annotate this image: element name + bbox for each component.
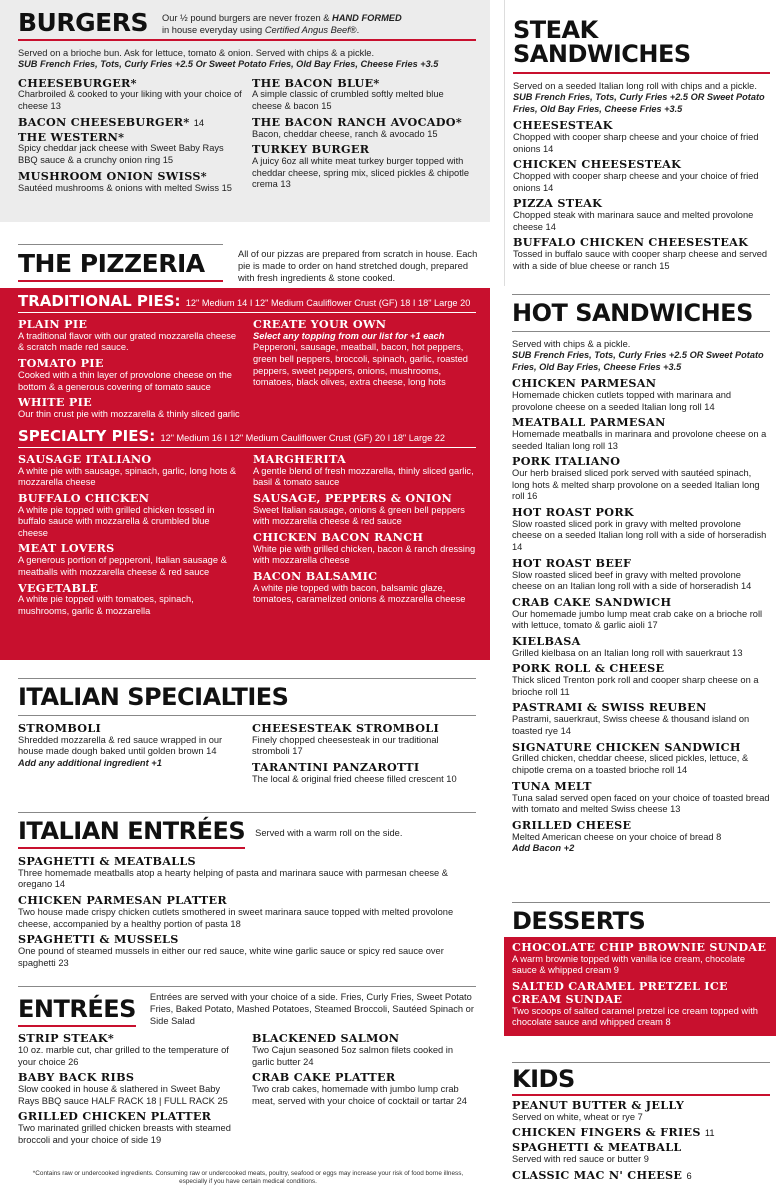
item-desc: Finely chopped cheesesteak in our traditional stromboli 17 — [252, 734, 439, 757]
item-name-text: SPAGHETTI & MEATBALL — [512, 1140, 682, 1155]
divider — [18, 312, 476, 313]
item-name-text: CRAB CAKE SANDWICH — [512, 594, 672, 609]
steak-items — [513, 119, 770, 272]
menu-item — [18, 933, 476, 969]
pizzeria-title: THE PIZZERIA — [18, 244, 223, 282]
item-desc: Spicy cheddar jack cheese with Sweet Baby Rays BBQ sauce & a crunchy onion ring 15 — [18, 143, 224, 166]
item-name-text: TOMATO PIE — [18, 356, 104, 371]
item-name — [252, 143, 476, 156]
item-name-text: CHICKEN PARMESAN PLATTER — [18, 893, 227, 908]
item-name — [513, 119, 770, 132]
menu-item — [18, 131, 242, 167]
menu-item — [512, 741, 770, 777]
item-desc: Slow roasted sliced pork in gravy with melted provolone cheese on a seeded Italian long roll with a side of horseradish 14 — [512, 518, 767, 553]
create-note: Select any topping from our list for +1 each — [253, 330, 445, 341]
item-name — [18, 453, 241, 466]
item-name-text: GRILLED CHEESE — [512, 817, 632, 832]
entrees-section — [0, 980, 490, 1150]
menu-item — [253, 492, 476, 528]
item-desc: A white pie topped with bacon, balsamic glaze, tomatoes, caramelized onions & mozzarella cheese — [253, 582, 466, 605]
menu-item — [252, 722, 476, 758]
italian-entrees-items — [18, 855, 476, 969]
item-desc: A juicy 6oz all white meat turkey burger topped with cheddar cheese, spring mix, sliced pickles & chipotle crema 13 — [252, 156, 470, 190]
item-name-text: BUFFALO CHICKEN CHEESESTEAK — [513, 235, 749, 250]
item-desc: Homemade meatballs in marinara and provolone cheese on a seeded Italian long roll 13 — [512, 429, 767, 451]
footnote: *Contains raw or undercooked ingredients. Consuming raw or undercooked meats, poultry, seafood or eggs may increase your risk of food borne illness, especially if you have certain medical conditions. — [32, 1170, 464, 1185]
item-name-text: THE BACON RANCH AVOCADO* — [252, 114, 462, 129]
item-name — [252, 1032, 476, 1045]
item-desc: Grilled chicken, cheddar cheese, sliced pickles, lettuce, & chipotle crema on a toasted brioche roll 14 — [512, 753, 749, 776]
item-desc: Thick sliced Trenton pork roll and cooper sharp cheese on a brioche roll 11 — [512, 675, 759, 697]
menu-item — [18, 1032, 242, 1068]
item-name-text: CLASSIC MAC N' CHEESE — [512, 1167, 683, 1182]
burgers-header — [18, 10, 476, 41]
menu-item — [512, 980, 768, 1029]
item-name: CREATE YOUR OWN — [253, 317, 387, 331]
item-desc: A white pie topped with tomatoes, spinach, mushrooms, garlic & mozzarella — [18, 594, 194, 617]
menu-item — [513, 119, 770, 155]
pizzeria-intro: All of our pizzas are prepared from scratch in house. Each pie is made to order on hand stretched dough, prepared with fresh ingredients & stone cooked. — [238, 249, 478, 284]
item-name-text: BLACKENED SALMON — [252, 1031, 400, 1046]
hot-note: Add Bacon +2 — [512, 843, 575, 854]
item-desc: Our homemade jumbo lump meat crab cake on a brioche roll with lettuce, tomato & garlic aioli 17 — [512, 608, 763, 631]
steak-sub: SUB French Fries, Tots, Curly Fries +2.5 OR Sweet Potato Fries, Old Bay Fries, Cheese Fries +3.5 — [513, 92, 765, 114]
item-name-text: PASTRAMI & SWISS REUBEN — [512, 700, 707, 715]
item-name — [252, 1071, 476, 1084]
item-name — [512, 819, 770, 832]
item-desc: The local & original fried cheese filled crescent 10 — [252, 773, 457, 784]
menu-item — [18, 318, 241, 354]
item-name — [252, 77, 476, 90]
item-desc: Cooked with a thin layer of provolone cheese on the bottom & a generous covering of tomato sauce — [18, 369, 232, 392]
menu-item — [18, 542, 241, 578]
menu-item — [512, 635, 770, 659]
item-name-text: MUSHROOM ONION SWISS* — [18, 168, 207, 183]
menu-item — [513, 158, 770, 194]
hot-sub: SUB French Fries, Tots, Curly Fries +2.5 OR Sweet Potato Fries, Old Bay Fries, Cheese Fries +3.5 — [512, 350, 764, 372]
item-name — [512, 557, 770, 570]
item-desc: Two scoops of salted caramel pretzel ice cream topped with chocolate sauce and whipped cream 8 — [512, 1005, 758, 1028]
item-desc: Charbroiled & cooked to your liking with your choice of cheese 13 — [18, 89, 242, 112]
item-name: STROMBOLI — [18, 721, 102, 735]
item-name-text: HOT ROAST BEEF — [512, 555, 632, 570]
item-name-text: STRIP STEAK* — [18, 1031, 115, 1046]
item-desc: Tuna salad served open faced on your choice of toasted bread with tomato and melted Swiss cheese 13 — [512, 792, 770, 815]
italian-entrees-section — [0, 806, 490, 972]
item-desc: Our thin crust pie with mozzarella & thinly sliced garlic — [18, 409, 240, 420]
item-name — [512, 980, 768, 1006]
steak-sandwiches-section — [504, 0, 776, 286]
item-desc: Grilled kielbasa on an Italian long roll with sauerkraut 13 — [512, 647, 743, 658]
italian-entrees-title: ITALIAN ENTRÉES — [18, 819, 245, 849]
item-name-text: CHEESESTEAK — [513, 118, 613, 133]
divider — [18, 447, 476, 448]
item-name-text: BABY BACK RIBS — [18, 1070, 135, 1085]
item-name-text: MEAT LOVERS — [18, 541, 115, 556]
item-name-text: PORK ROLL & CHEESE — [512, 661, 665, 676]
item-name — [18, 492, 241, 505]
menu-item — [512, 941, 768, 977]
item-name — [18, 357, 241, 370]
hot-intro: Served with chips & a pickle. — [512, 339, 631, 349]
menu-item — [252, 761, 476, 785]
item-desc: Three homemade meatballs atop a hearty helping of pasta and marinara sauce with parmesan cheese & oregano 14 — [18, 867, 448, 890]
menu-item — [512, 377, 770, 413]
item-desc: A gentle blend of fresh mozzarella, thinly sliced garlic, basil & tomato sauce — [253, 465, 474, 488]
right-column — [504, 0, 776, 1200]
item-desc: Homemade chicken cutlets topped with marinara and provolone cheese on a seeded Italian long roll 14 — [512, 389, 732, 412]
item-name-text: CHICKEN CHEESESTEAK — [513, 157, 682, 172]
italian-specialties-left-col — [18, 722, 242, 789]
entrees-items — [18, 1032, 476, 1149]
dessert-items — [504, 937, 776, 1036]
item-desc: Slow roasted sliced beef in gravy with melted provolone cheese on an Italian long roll with a side of horseradish 14 — [512, 569, 752, 592]
item-name — [18, 1032, 242, 1045]
item-name — [512, 662, 770, 675]
item-name-text: VEGETABLE — [18, 580, 99, 595]
kids-title: KIDS — [512, 1062, 770, 1096]
menu-item — [18, 453, 241, 489]
item-name-text: PLAIN PIE — [18, 317, 88, 331]
menu-item — [18, 894, 476, 930]
item-desc: A simple classic of crumbled softly melted blue cheese & bacon 15 — [252, 89, 444, 112]
menu-item — [512, 416, 770, 452]
hot-sandwiches-section — [504, 294, 776, 858]
item-name-text: PORK ITALIANO — [512, 454, 621, 469]
menu-item — [512, 701, 770, 737]
item-name — [18, 855, 476, 868]
item-name-text: CHEESEBURGER* — [18, 75, 137, 90]
item-name — [512, 780, 770, 793]
item-desc: Served with red sauce or butter 9 — [512, 1154, 649, 1165]
burgers-sub: SUB French Fries, Tots, Curly Fries +2.5 Or Sweet Potato Fries, Old Bay Fries, Cheese Fries +3.5 — [18, 59, 439, 70]
menu-item — [512, 1141, 770, 1165]
kids-section — [504, 1062, 776, 1184]
item-name — [253, 570, 476, 583]
item-name — [512, 635, 770, 648]
item-name-text: SAUSAGE, PEPPERS & ONION — [253, 490, 453, 505]
menu-item — [253, 531, 476, 567]
menu-item — [512, 1169, 770, 1182]
item-name-text: SALTED CARAMEL PRETZEL ICE CREAM SUNDAE — [512, 979, 728, 1006]
item-desc: Bacon, cheddar cheese, ranch & avocado 15 — [252, 128, 438, 139]
specialty-pies — [18, 453, 476, 621]
item-name — [18, 318, 241, 331]
entrees-left-col — [18, 1032, 242, 1149]
traditional-pies-header: TRADITIONAL PIES: 12" Medium 14 I 12" Medium Cauliflower Crust (GF) 18 I 18" Large 20 — [18, 292, 471, 310]
item-name — [18, 582, 241, 595]
item-name-text: TUNA MELT — [512, 778, 592, 793]
item-name-text: CHOCOLATE CHIP BROWNIE SUNDAE — [512, 940, 767, 954]
menu-item — [513, 236, 770, 272]
menu-item — [512, 506, 770, 554]
desserts-section — [504, 902, 776, 1036]
item-name-text: PEANUT BUTTER & JELLY — [512, 1098, 685, 1112]
item-name — [18, 1110, 242, 1123]
item-name-text: BACON BALSAMIC — [253, 568, 378, 583]
item-name — [18, 542, 241, 555]
item-name-text: CHICKEN PARMESAN — [512, 376, 657, 391]
menu-item — [253, 453, 476, 489]
menu-item — [512, 557, 770, 593]
item-desc: A warm brownie topped with vanilla ice cream, chocolate sauce & whipped cream 9 — [512, 953, 746, 976]
item-name-text: CHICKEN FINGERS & FRIES — [512, 1125, 701, 1140]
item-name — [512, 1169, 770, 1182]
item-name-text: SPAGHETTI & MEATBALLS — [18, 854, 196, 868]
entrees-intro: Entrées are served with your choice of a side. Fries, Curly Fries, Sweet Potato Fries, Baked Potato, Mashed Potatoes, Steamed Broccoli, Sautéed Spinach or Side Salad — [149, 992, 474, 1027]
item-name — [513, 197, 770, 210]
item-name-text: THE BACON BLUE* — [252, 75, 380, 90]
item-name — [253, 453, 476, 466]
menu-item — [252, 1071, 476, 1107]
item-name-text: CRAB CAKE PLATTER — [252, 1070, 396, 1085]
item-desc: Slow cooked in house & slathered in Sweet Baby Rays BBQ sauce HALF RACK 18 | FULL RACK 25 — [18, 1084, 228, 1106]
item-price: 14 — [193, 117, 205, 128]
item-name-text: KIELBASA — [512, 633, 581, 648]
item-desc: Two crab cakes, homemade with jumbo lump crab meat, served with your choice of cocktail or tartar 24 — [252, 1084, 467, 1106]
menu-item — [512, 780, 770, 816]
item-name — [252, 116, 476, 129]
italian-specialties-right-col — [252, 722, 476, 789]
menu-item — [18, 396, 241, 420]
item-name — [512, 1099, 770, 1112]
item-name-text: BACON CHEESEBURGER* — [18, 114, 190, 129]
burgers-items — [18, 77, 476, 198]
italian-entrees-intro: Served with a warm roll on the side. — [255, 828, 403, 839]
menu-item — [512, 596, 770, 632]
item-name-text: CHICKEN BACON RANCH — [253, 529, 424, 544]
item-name-text: HOT ROAST PORK — [512, 504, 634, 519]
item-name — [512, 377, 770, 390]
item-name — [513, 236, 770, 249]
item-name-text: CHEESESTEAK STROMBOLI — [252, 721, 440, 735]
item-desc: Shredded mozzarella & red sauce wrapped in our house made dough baked until golden brown 14 — [18, 734, 223, 757]
menu-item — [18, 77, 242, 113]
item-name — [512, 941, 768, 954]
item-desc: Tossed in buffalo sauce with cooper sharp cheese and served with a side of blue cheese or ranch 15 — [513, 249, 768, 271]
menu-item — [18, 855, 476, 891]
steak-sandwiches-title: STEAK SANDWICHES — [513, 18, 770, 74]
item-desc: One pound of steamed mussels in either our red sauce, white wine garlic sauce or spicy red sauce over spaghetti 23 — [18, 946, 444, 968]
item-name — [513, 158, 770, 171]
item-name — [512, 455, 770, 468]
pizza-menu — [0, 288, 490, 660]
item-desc: Served on white, wheat or rye 7 — [512, 1111, 643, 1122]
item-desc: A traditional flavor with our grated mozzarella cheese & scratch made red sauce. — [18, 330, 237, 353]
item-name — [253, 492, 476, 505]
hot-sandwiches-title: HOT SANDWICHES — [512, 294, 770, 332]
item-name-text: THE WESTERN* — [18, 129, 125, 144]
steak-intro: Served on a seeded Italian long roll with chips and a pickle. — [513, 81, 757, 91]
menu-item — [512, 662, 770, 698]
item-desc: Melted American cheese on your choice of bread 8 — [512, 831, 722, 842]
item-name-text: SIGNATURE CHICKEN SANDWICH — [512, 739, 741, 754]
item-name — [18, 894, 476, 907]
item-price: 6 — [686, 1170, 692, 1181]
menu-item — [253, 570, 476, 606]
menu-item — [512, 819, 770, 843]
italian-specialties-section — [0, 672, 490, 789]
specialty-right-col — [253, 453, 476, 621]
item-desc: Chopped with cooper sharp cheese and your choice of fried onions 14 — [513, 131, 759, 154]
item-desc: Chopped steak with marinara sauce and melted provolone cheese 14 — [513, 210, 754, 232]
menu-item — [18, 582, 241, 618]
menu-item — [252, 1032, 476, 1068]
burgers-tagline: Our ½ pound burgers are never frozen & HAND FORMED in house everyday using Certified Angus Beef®. — [161, 13, 402, 36]
create-your-own — [253, 318, 476, 424]
item-name-text: GRILLED CHICKEN PLATTER — [18, 1109, 212, 1124]
item-price: 11 — [704, 1128, 715, 1139]
item-desc: 10 oz. marble cut, char grilled to the temperature of your choice 26 — [18, 1045, 229, 1067]
menu-item — [18, 116, 242, 129]
item-name — [18, 933, 476, 946]
burgers-intro: Served on a brioche bun. Ask for lettuce, tomato & onion. Served with chips & a pickle. — [18, 48, 375, 58]
traditional-pies — [18, 318, 476, 424]
burgers-left-col — [18, 77, 242, 198]
item-note: Add any additional ingredient +1 — [18, 758, 162, 769]
item-name-text: PIZZA STEAK — [513, 196, 603, 211]
item-name — [512, 701, 770, 714]
item-desc: A white pie topped with grilled chicken tossed in buffalo sauce with mozzarella & crumbled blue cheese — [18, 504, 215, 538]
item-name-text: TURKEY BURGER — [252, 142, 370, 157]
kids-items — [512, 1099, 770, 1182]
traditional-left-col — [18, 318, 241, 424]
italian-specialties-title: ITALIAN SPECIALTIES — [18, 678, 476, 716]
burgers-right-col — [252, 77, 476, 198]
item-name — [252, 722, 476, 735]
item-name — [512, 596, 770, 609]
menu-item — [252, 77, 476, 113]
item-name — [18, 1071, 242, 1084]
entrees-right-col — [252, 1032, 476, 1149]
item-desc: Sautéed mushrooms & onions with melted Swiss 15 — [18, 182, 232, 193]
menu-item — [18, 1110, 242, 1146]
item-desc: Two house made crispy chicken cutlets smothered in sweet marinara sauce topped with melted provolone cheese, accompanied by a healthy portion of pasta 18 — [18, 906, 454, 929]
menu-item — [512, 1099, 770, 1123]
item-name — [512, 416, 770, 429]
menu-item — [18, 170, 242, 194]
item-name — [253, 531, 476, 544]
menu-item — [18, 357, 241, 393]
menu-item — [513, 197, 770, 233]
menu-item — [18, 1071, 242, 1107]
item-name-text: MEATBALL PARMESAN — [512, 415, 666, 430]
hot-items — [512, 377, 770, 843]
item-name-text: BUFFALO CHICKEN — [18, 490, 150, 505]
item-desc: A white pie with sausage, spinach, garlic, long hots & mozzarella cheese — [18, 465, 237, 488]
item-name — [512, 1126, 770, 1139]
item-name — [18, 116, 242, 129]
item-name — [18, 396, 241, 409]
item-desc: White pie with grilled chicken, bacon & ranch dressing with mozzarella cheese — [253, 543, 476, 566]
item-name — [512, 741, 770, 754]
item-name-text: MARGHERITA — [253, 451, 346, 466]
item-desc: Chopped with cooper sharp cheese and your choice of fried onions 14 — [513, 171, 759, 193]
item-name — [18, 77, 242, 90]
menu-item — [252, 143, 476, 191]
item-desc: Two marinated grilled chicken breasts with steamed broccoli and your choice of side 19 — [18, 1123, 231, 1145]
entrees-header — [18, 986, 476, 1027]
item-desc: Sweet Italian sausage, onions & green bell peppers with mozzarella cheese & red sauce — [253, 504, 465, 527]
item-desc: Two Cajun seasoned 5oz salmon filets cooked in garlic butter 24 — [252, 1045, 454, 1067]
item-desc: Pastrami, sauerkraut, Swiss cheese & thousand island on toasted rye 14 — [512, 714, 750, 736]
item-name — [512, 1141, 770, 1154]
item-name-text: WHITE PIE — [18, 395, 92, 410]
item-name — [18, 131, 242, 144]
desserts-title: DESSERTS — [512, 902, 770, 937]
menu-item — [512, 455, 770, 503]
item-name — [512, 506, 770, 519]
item-name-text: SAUSAGE ITALIANO — [18, 451, 152, 466]
item-name — [252, 761, 476, 774]
menu-item — [512, 1126, 770, 1139]
menu-item — [18, 492, 241, 540]
burgers-title: BURGERS — [18, 8, 148, 37]
specialty-left-col — [18, 453, 241, 621]
italian-specialties-items — [18, 722, 476, 789]
item-name-text: TARANTINI PANZAROTTI — [252, 760, 420, 775]
item-desc: Our herb braised sliced pork served with sautéed spinach, long hots & melted sharp provolone on a seeded Italian long roll 16 — [512, 468, 760, 502]
entrees-title: ENTRÉES — [18, 991, 136, 1027]
burgers-section — [0, 0, 490, 222]
specialty-pies-header: SPECIALTY PIES: 12" Medium 16 I 12" Medium Cauliflower Crust (GF) 20 I 18" Large 22 — [18, 426, 446, 445]
column-gutter — [490, 0, 504, 1200]
item-name-text: SPAGHETTI & MUSSELS — [18, 932, 179, 947]
item-desc: A generous portion of pepperoni, Italian sausage & meatballs with mozzarella cheese & red sauce — [18, 555, 227, 577]
create-toppings: Pepperoni, sausage, meatball, bacon, hot peppers, green bell peppers, broccoli, spinach, garlic, roasted peppers, sweet peppers, onions, mushrooms, tomatoes, black olives, extra cheese, long hots — [253, 342, 468, 388]
item-name — [18, 170, 242, 183]
menu-item — [252, 116, 476, 140]
italian-entrees-header — [18, 812, 476, 849]
